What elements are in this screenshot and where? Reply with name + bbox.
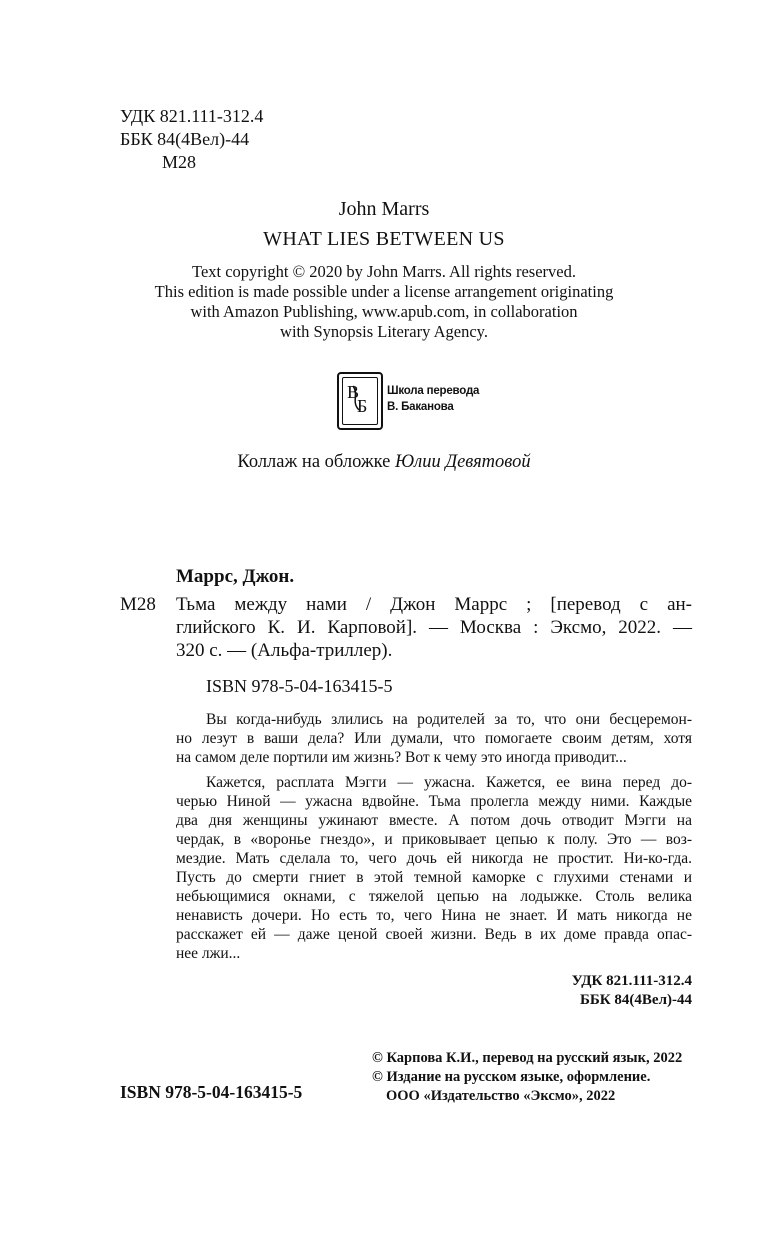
logo-text: Школа перевода bbox=[387, 385, 480, 397]
author-sign: М28 bbox=[162, 152, 197, 172]
udk-code-bottom: УДК 821.111-312.4 bbox=[571, 973, 692, 989]
bbk-code: ББК 84(4Вел)-44 bbox=[120, 129, 250, 149]
svg-text:Б: Б bbox=[357, 396, 368, 416]
copyright-edition: © Издание на русском языке, оформление. bbox=[372, 1069, 651, 1085]
isbn-bottom: ISBN 978-5-04-163415-5 bbox=[120, 1082, 303, 1102]
svg-text:В: В bbox=[347, 382, 360, 402]
copyright-line: with Synopsis Literary Agency. bbox=[280, 322, 488, 341]
original-author: John Marrs bbox=[338, 198, 430, 220]
copyright-translation: © Карпова К.И., перевод на русский язык, 2022 bbox=[372, 1050, 683, 1066]
bib-code: М28 bbox=[120, 594, 156, 615]
copyright-publisher: ООО «Издательство «Эксмо», 2022 bbox=[386, 1088, 616, 1104]
bbk-code-bottom: ББК 84(4Вел)-44 bbox=[579, 992, 692, 1008]
copyright-line: This edition is made possible under a license arrangement originating bbox=[154, 282, 614, 301]
bib-isbn: ISBN 978-5-04-163415-5 bbox=[206, 676, 393, 696]
translation-school-logo bbox=[337, 372, 383, 430]
bib-line: Тьма между нами / Джон Маррс ; [перевод с ан- bbox=[176, 594, 692, 615]
cover-artist: Юлии Девятовой bbox=[395, 452, 531, 472]
annotation-paragraph: Кажется, расплата Мэгги — ужасна. Кажется, ее вина перед до- черью Ниной — ужасна вдвойне. Тьма пролегла между ними. Каждые два дня женщины ужинают вместе. А потом дочь отводит Мэгги на чердак, в «воронье гнездо», и приковывает цепью к полу. Это — воз- мездие. Мать сделала то, чего дочь ей никогда не простит. Ни-ко-гда. Пусть до смерти гниет в этой темной каморке с глухими стенами и небьющимися окнами, с тяжелой цепью на лодыжке. Столь велика ненависть дочери. Но есть то, чего Нина не знает. И мать никогда не расскажет ей — даже ценой своей жизни. Ведь в их доме правда опас- нее лжи... bbox=[176, 774, 692, 962]
original-title: WHAT LIES BETWEEN US bbox=[263, 228, 505, 250]
cover-credit: Коллаж на обложке Юлии Девятовой bbox=[237, 452, 531, 472]
logo-monogram-icon bbox=[337, 372, 383, 430]
copyright-line: with Amazon Publishing, www.apub.com, in collaboration bbox=[190, 302, 578, 321]
bib-line: 320 с. — (Альфа-триллер). bbox=[176, 640, 393, 661]
annotation-paragraph: Вы когда-нибудь злились на родителей за то, что они бесцеремон- но лезут в ваши дела? Или думали, что помогаете своим детям, хотя на самом деле портили им жизнь? Вот к чему это иногда приводит... bbox=[176, 711, 692, 766]
bib-line: глийского К. И. Карповой]. — Москва : Эксмо, 2022. — bbox=[176, 617, 692, 638]
copyright-line: Text copyright © 2020 by John Marrs. All rights reserved. bbox=[192, 262, 576, 281]
udk-code: УДК 821.111-312.4 bbox=[120, 106, 264, 126]
bib-author: Маррс, Джон. bbox=[176, 566, 295, 587]
logo-text: В. Баканова bbox=[387, 401, 454, 413]
